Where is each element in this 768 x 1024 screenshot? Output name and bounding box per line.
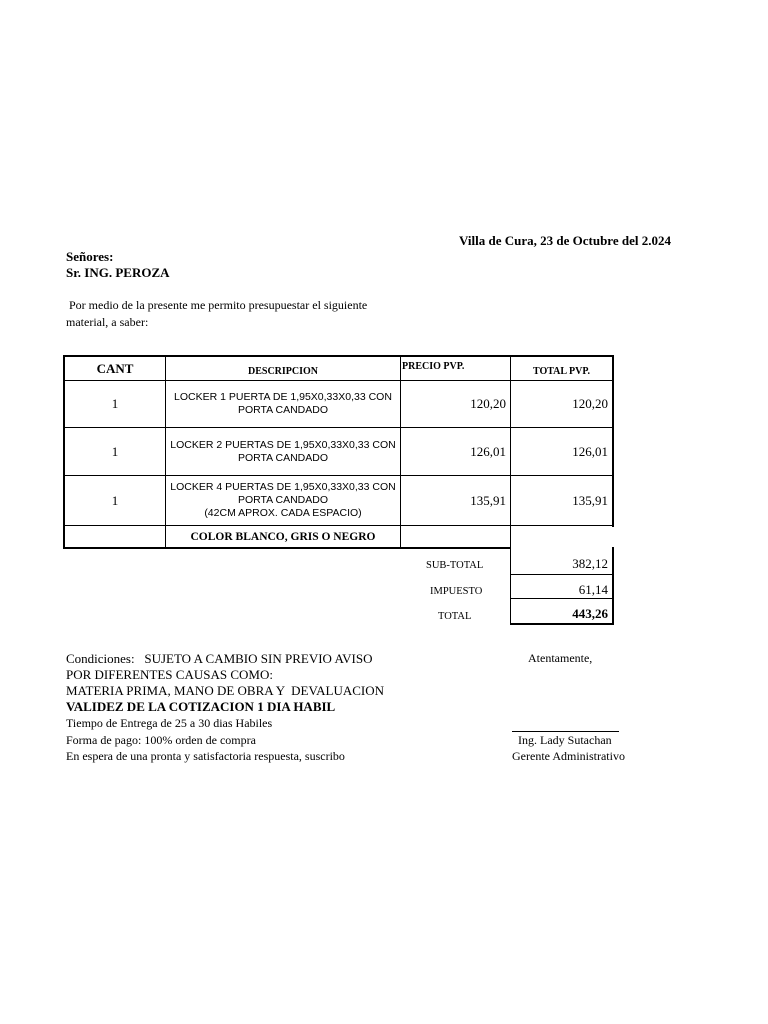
table-border-bottom: [64, 547, 511, 549]
total-value: 443,26: [572, 606, 608, 621]
impuesto-label: IMPUESTO: [430, 586, 483, 597]
totals-border-right: [612, 547, 614, 625]
impuesto-value: 61,14: [578, 582, 608, 597]
header-descripcion: DESCRIPCION: [247, 366, 318, 377]
header-cant: CANT: [96, 360, 134, 376]
closing: Atentamente,: [528, 651, 593, 665]
intro-line-1: Por medio de la presente me permito presupuestar el siguiente: [66, 298, 368, 312]
conditions-line-3: MATERIA PRIMA, MANO DE OBRA Y DEVALUACION: [66, 683, 385, 698]
table-row-2-total: 126,01: [572, 443, 608, 459]
subtotal-label: SUB-TOTAL: [426, 560, 484, 571]
conditions-line-2: POR DIFERENTES CAUSAS COMO:: [66, 667, 273, 682]
header-precio: PRECIO PVP.: [402, 361, 465, 372]
header-total: TOTAL PVP.: [532, 366, 591, 377]
conditions-line-7: En espera de una pronta y satisfactoria respuesta, suscribo: [66, 749, 345, 763]
table-row-3-total: 135,91: [572, 492, 608, 508]
intro-line-2: material, a saber:: [66, 315, 149, 329]
table-row-2-precio: 126,01: [470, 443, 506, 459]
desc-line: LOCKER 2 PUERTAS DE 1,95X0,33X0,33 CON: [170, 438, 396, 451]
conditions-line-6: Forma de pago: 100% orden de compra: [66, 733, 256, 747]
table-row-3-cant: 1: [111, 492, 119, 508]
signatory-title: Gerente Administrativo: [512, 749, 625, 763]
desc-line: PORTA CANDADO: [237, 451, 329, 464]
conditions-line-5: Tiempo de Entrega de 25 a 30 dias Habiles: [66, 716, 273, 730]
table-row-1-total: 120,20: [572, 396, 608, 411]
color-note: COLOR BLANCO, GRIS O NEGRO: [190, 530, 376, 543]
table-row-1-precio: 120,20: [470, 396, 506, 411]
desc-line: PORTA CANDADO: [237, 404, 329, 416]
desc-line: LOCKER 1 PUERTA DE 1,95X0,33X0,33 CON: [174, 391, 392, 403]
conditions-line-4: VALIDEZ DE LA COTIZACION 1 DIA HABIL: [66, 699, 336, 714]
table-row-2-desc: [166, 428, 400, 475]
signature-line: [512, 731, 619, 732]
table-row-3-desc: [166, 476, 400, 525]
signatory-name: Ing. Lady Sutachan: [518, 733, 612, 747]
conditions-line-1: Condiciones: SUJETO A CAMBIO SIN PREVIO AVISO: [66, 651, 373, 666]
desc-line: LOCKER 4 PUERTAS DE 1,95X0,33X0,33 CON: [170, 481, 396, 493]
desc-line: (42CM APROX. CADA ESPACIO): [204, 507, 362, 519]
table-row-1-cant: 1: [111, 396, 119, 411]
table-row-1-desc: [166, 381, 400, 427]
table-row-2-cant: 1: [111, 443, 119, 459]
recipient: Sr. ING. PEROZA: [66, 265, 170, 280]
total-label: TOTAL: [438, 611, 472, 622]
salutation: Señores:: [66, 249, 114, 264]
table-border-right: [612, 355, 614, 527]
table-row-3-precio: 135,91: [470, 492, 506, 508]
subtotal-value: 382,12: [572, 556, 608, 571]
date-line: Villa de Cura, 23 de Octubre del 2.024: [459, 233, 671, 248]
desc-line: PORTA CANDADO: [237, 494, 329, 506]
